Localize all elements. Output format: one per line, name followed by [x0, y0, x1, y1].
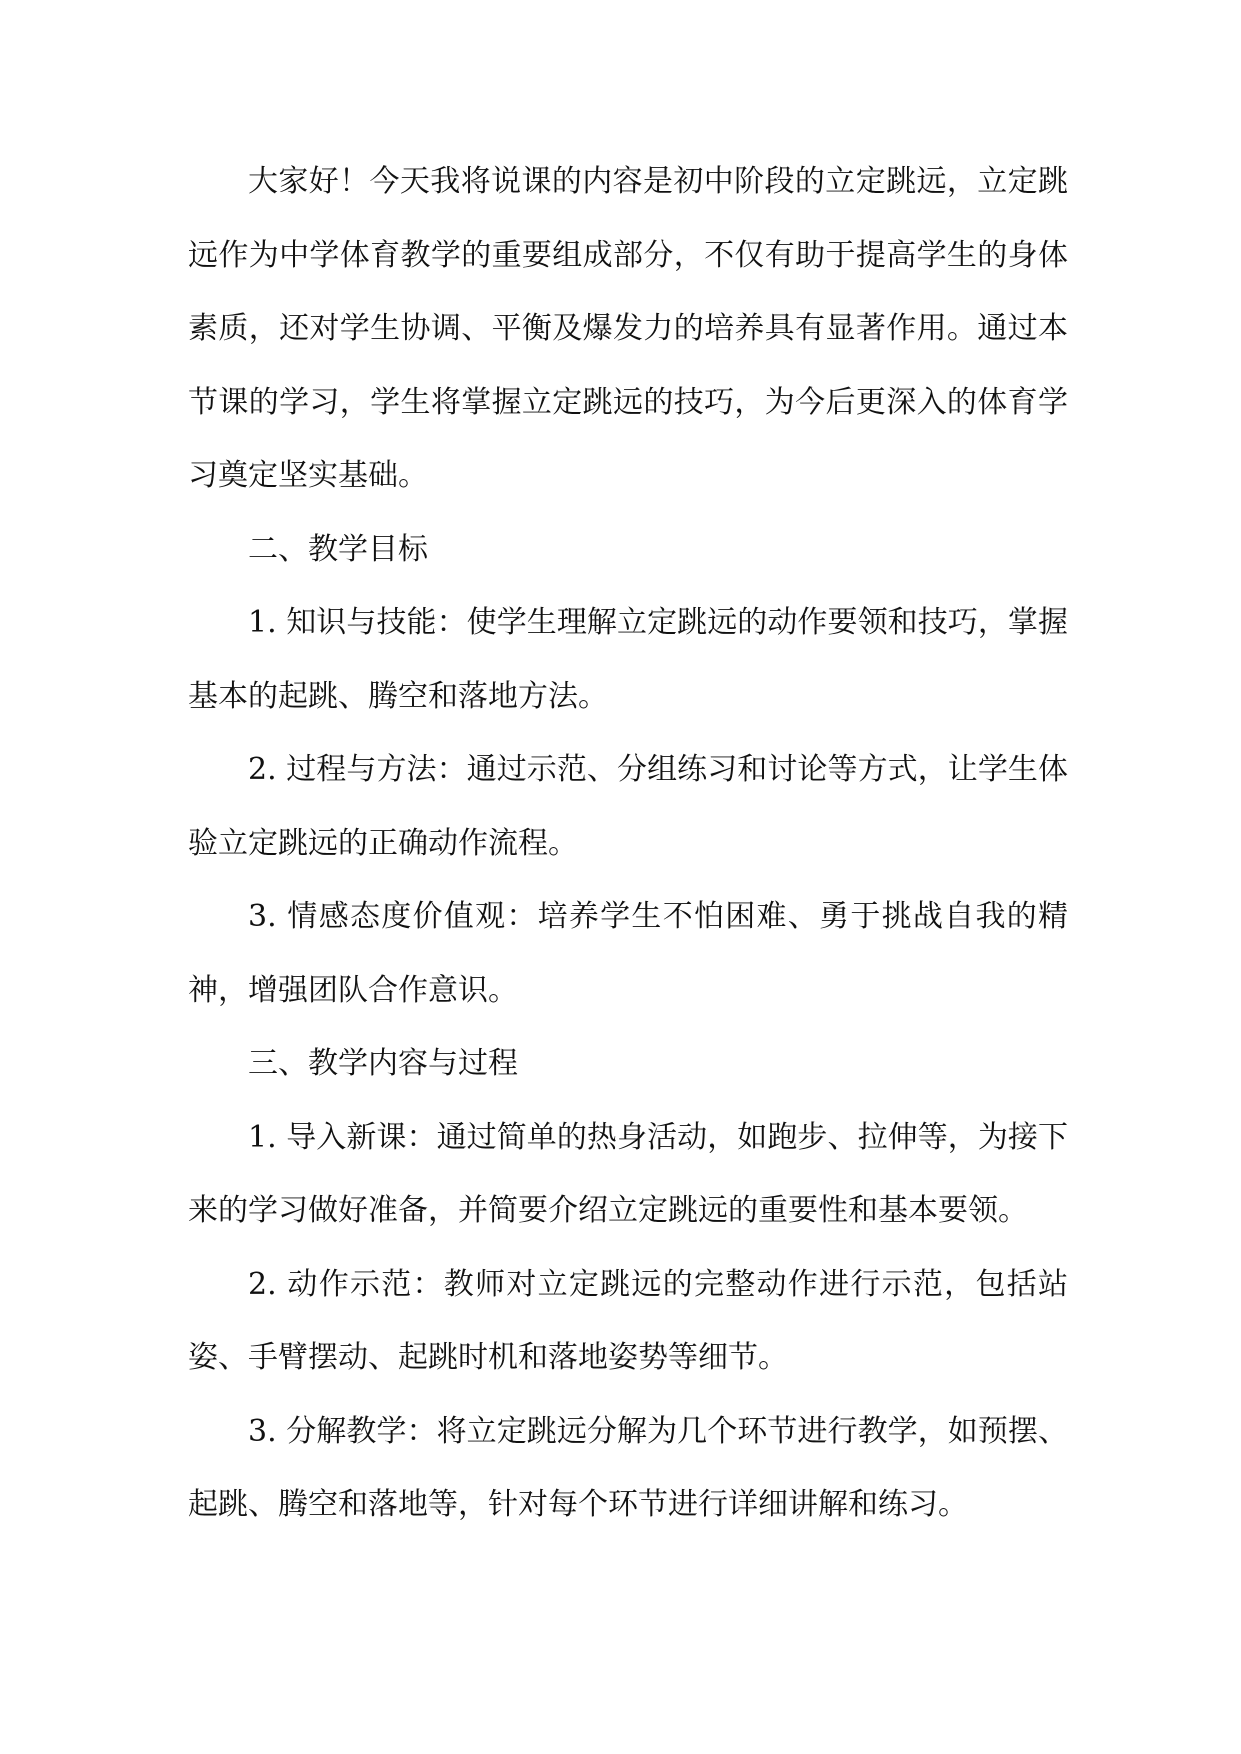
section-heading-content-process: 三、教学内容与过程 — [248, 1046, 518, 1081]
intro-paragraph: 大家好！今天我将说课的内容是初中阶段的立定跳远，立定跳远作为中学体育教学的重要组成部分，不仅有助于提高学生的身体素质，还对学生协调、平衡及爆发力的培养具有显著作用。通过本节课的学习，学生将掌握立定跳远的技巧，为今后更深入的体育学习奠定坚实基础。 — [188, 164, 1068, 493]
process-item-3: 3. 分解教学：将立定跳远分解为几个环节进行教学，如预摆、起跳、腾空和落地等，针对每个环节进行详细讲解和练习。 — [188, 1413, 1068, 1522]
objective-item-2: 2. 过程与方法：通过示范、分组练习和讨论等方式，让学生体验立定跳远的正确动作流程。 — [188, 752, 1068, 861]
objective-item-3: 3. 情感态度价值观：培养学生不怕困难、勇于挑战自我的精神，增强团队合作意识。 — [188, 899, 1068, 1008]
objective-item-1: 1. 知识与技能：使学生理解立定跳远的动作要领和技巧，掌握基本的起跳、腾空和落地方法。 — [188, 605, 1068, 714]
section-heading-objectives: 二、教学目标 — [248, 531, 428, 567]
process-item-2: 2. 动作示范：教师对立定跳远的完整动作进行示范，包括站姿、手臂摆动、起跳时机和落地姿势等细节。 — [188, 1266, 1068, 1375]
process-item-1: 1. 导入新课：通过简单的热身活动，如跑步、拉伸等，为接下来的学习做好准备，并简要介绍立定跳远的重要性和基本要领。 — [188, 1119, 1068, 1228]
document-body — [188, 145, 1068, 1542]
